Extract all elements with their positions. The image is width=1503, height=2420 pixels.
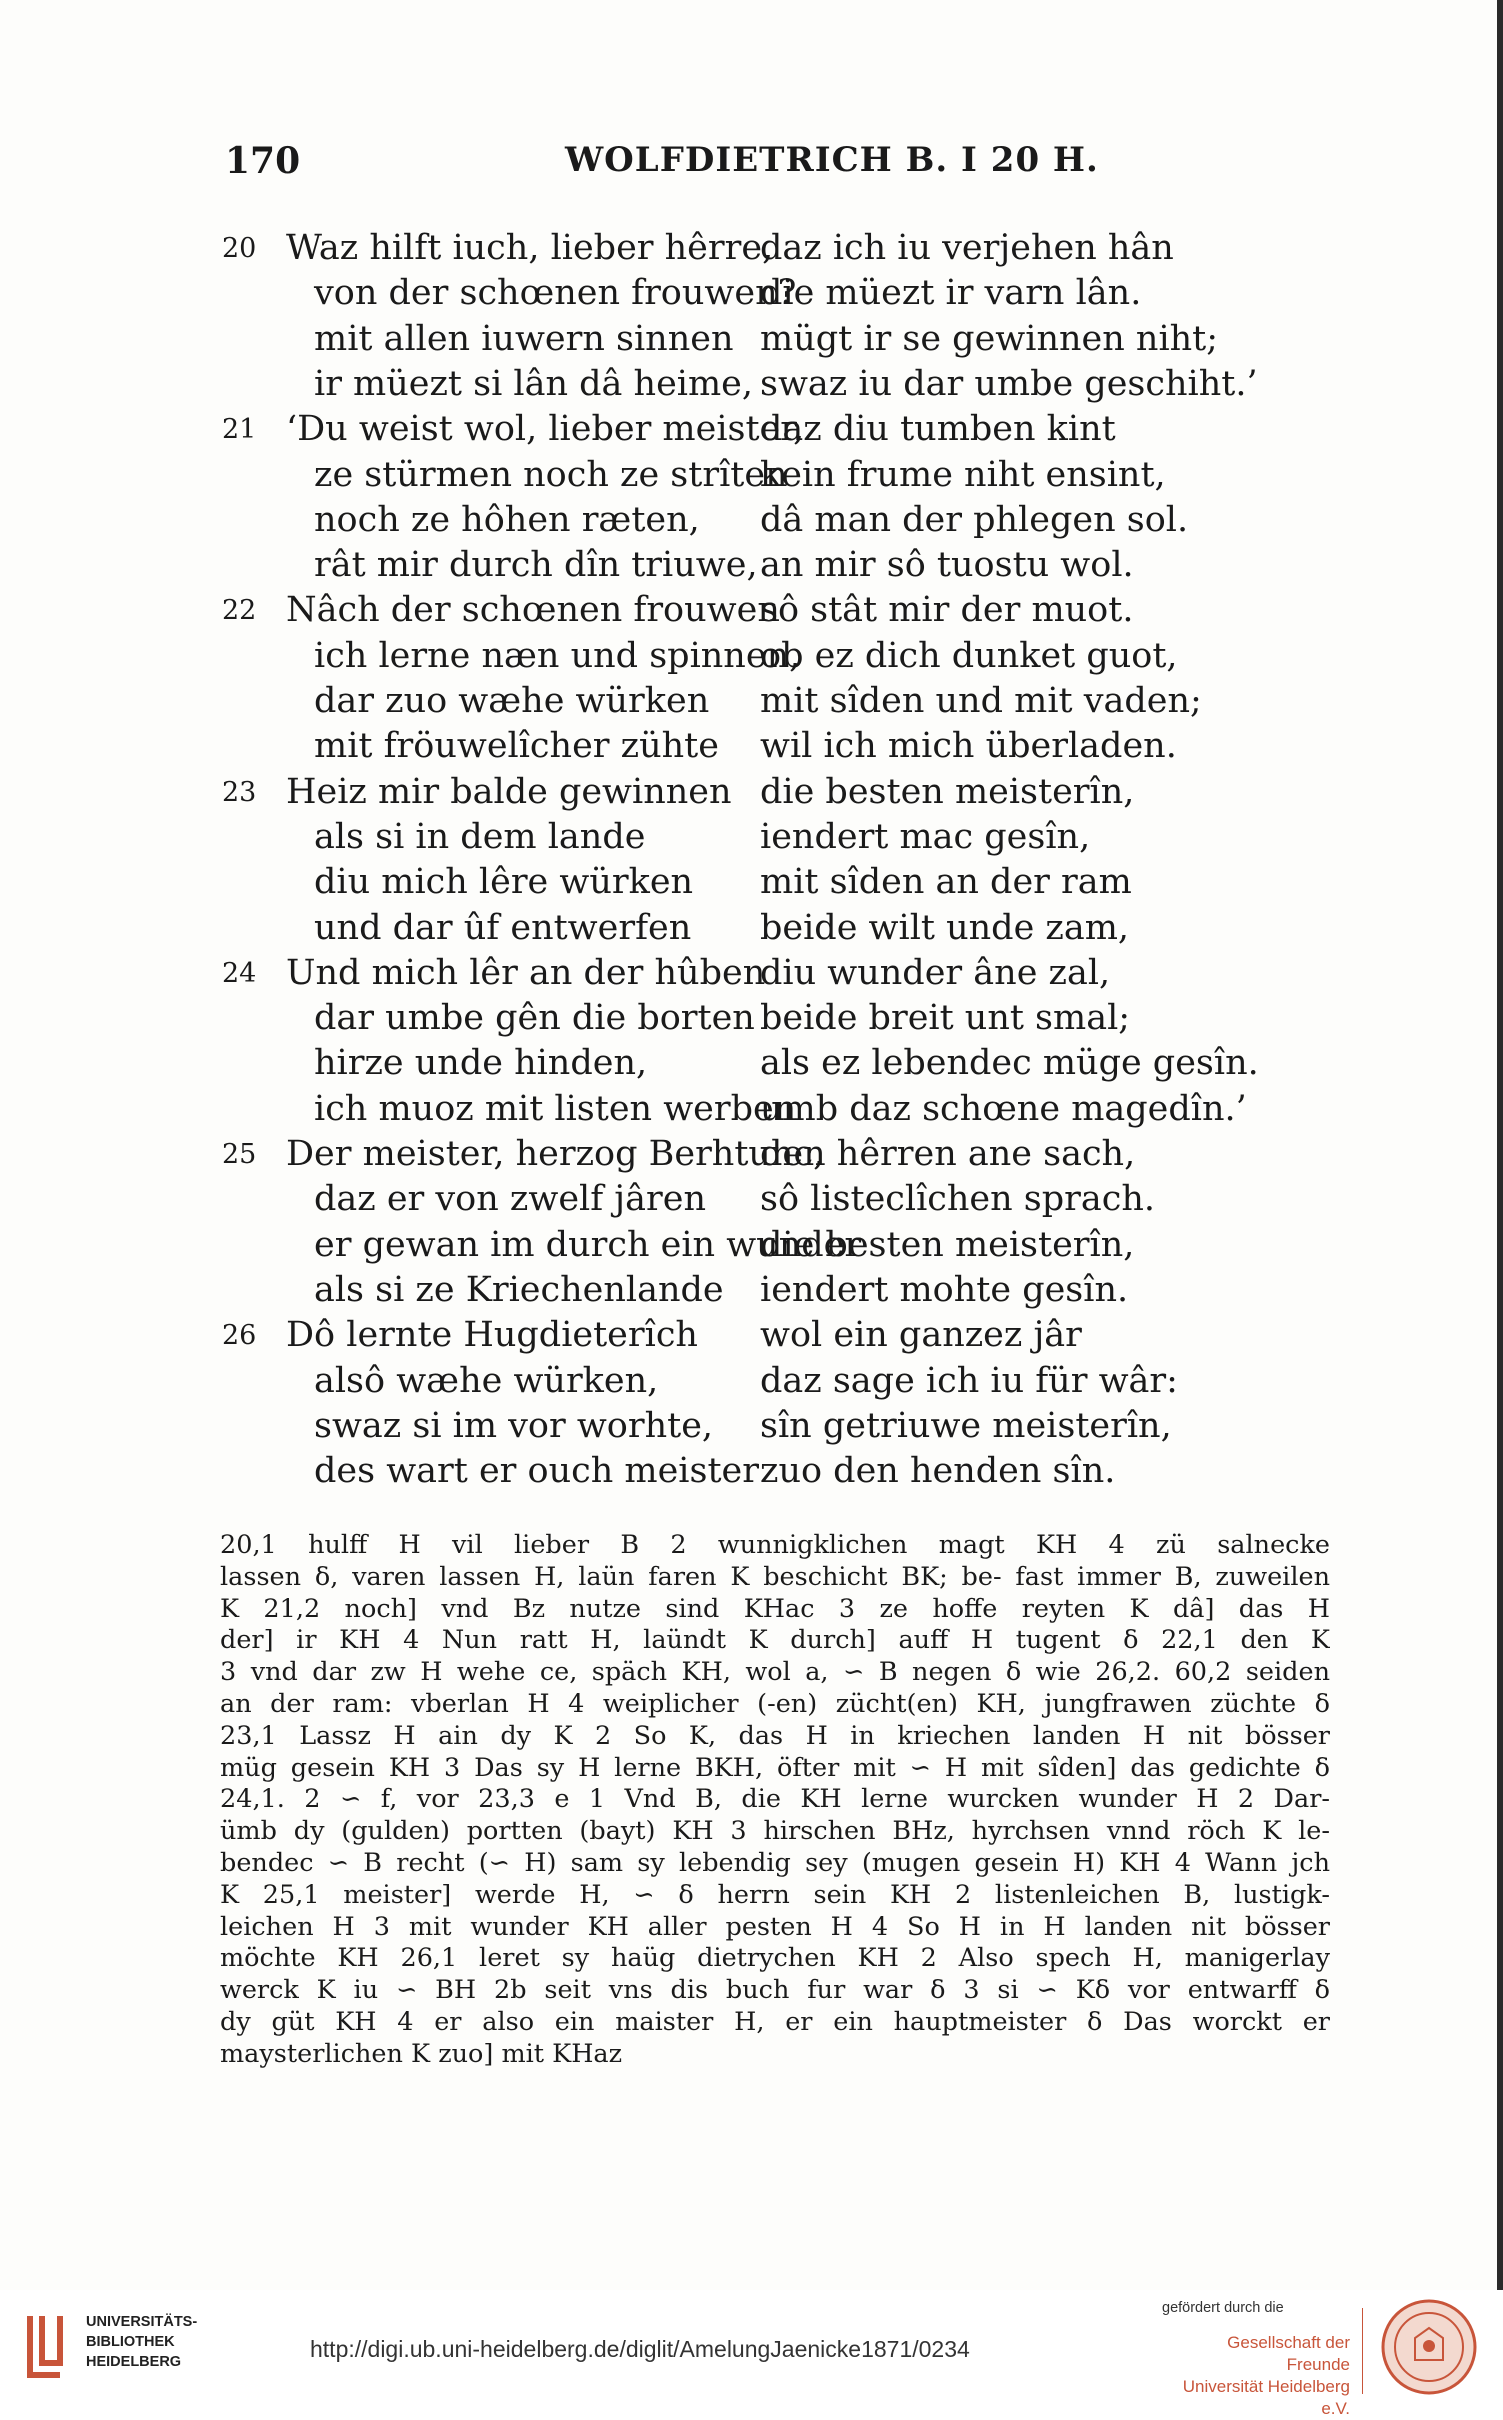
verse-line [0, 543, 1503, 588]
verse-first-half: als si in dem lande [314, 816, 646, 857]
verse-second-half: iendert mac gesîn, [760, 816, 1091, 857]
society-name-line: Universität Heidelberg e.V. [1182, 2377, 1350, 2418]
apparatus-line: leichen H 3 mit wunder KH aller pesten H 4 So H in H landen nit bösser [220, 1911, 1330, 1942]
verse-line [0, 724, 1503, 769]
verse-line [0, 1404, 1503, 1449]
verse-line [0, 317, 1503, 362]
verse-first-half: und dar ûf entwerfen [314, 907, 692, 948]
verse-second-half: beide breit unt smal; [760, 998, 1131, 1039]
verse-first-half: hirze unde hinden, [314, 1043, 648, 1084]
verse-first-half: ‘Du weist wol, lieber meister, [286, 409, 805, 450]
apparatus-line: an der ram: vberlan H 4 weiplicher (-en) zücht(en) KH, jungfrawen züchte δ [220, 1688, 1330, 1719]
verse-second-half: daz ich iu verjehen hân [760, 228, 1174, 268]
verse-first-half: swaz si im vor worhte, [314, 1405, 714, 1446]
apparatus-line: K 21,2 noch] vnd Bz nutze sind KHac 3 ze hoffe reyten K dâ] das H [220, 1593, 1330, 1624]
verse-line [0, 634, 1503, 679]
verse-second-half: mit sîden an der ram [760, 862, 1132, 903]
verse-first-half: noch ze hôhen ræten, [314, 499, 700, 540]
verse-second-half: mügt ir se gewinnen niht; [760, 318, 1219, 359]
verse-line [0, 271, 1503, 316]
library-name [86, 2312, 197, 2372]
verse-line [0, 588, 1503, 633]
verse-line [0, 815, 1503, 860]
verse-line [0, 1268, 1503, 1313]
verse-line [0, 1041, 1503, 1086]
running-title: WOLFDIETRICH B. I 20 H. [565, 140, 1099, 180]
verse-first-half: ich lerne næn und spinnen, [314, 635, 801, 676]
apparatus-line: 20,1 hulff H vil lieber B 2 wunnigklichen magt KH 4 zü salnecke [220, 1530, 1330, 1560]
apparatus-line: K 25,1 meister] werde H, ∽ δ herrn sein KH 2 listenleichen B, lustigk- [220, 1879, 1330, 1910]
verse-line [0, 1313, 1503, 1358]
page-header [225, 140, 1335, 190]
verse-second-half: an mir sô tuostu wol. [760, 545, 1134, 586]
verse-line [0, 407, 1503, 452]
verse-second-half: wil ich mich überladen. [760, 726, 1177, 767]
verse-second-half: zuo den henden sîn. [760, 1451, 1116, 1492]
verse-line [0, 453, 1503, 498]
verse-first-half: von der schœnen frouwen? [314, 273, 797, 314]
verse-second-half: mit sîden und mit vaden; [760, 681, 1202, 721]
stanza-number: 25 [222, 1139, 257, 1170]
verse-first-half: rât mir durch dîn triuwe, [314, 545, 758, 586]
verse-line [0, 1087, 1503, 1132]
footer-divider [1362, 2308, 1363, 2394]
apparatus-line: möchte KH 26,1 leret sy haüg dietrychen KH 2 Also spech H, manigerlay [220, 1943, 1330, 1974]
sponsor-label: gefördert durch die [1162, 2300, 1284, 2316]
apparatus-line: bendec ∽ B recht (∽ H) sam sy lebendig sey (mugen gesein H) KH 4 Wann jch [220, 1847, 1330, 1878]
stanza-number: 22 [222, 595, 257, 627]
verse-first-half: Der meister, herzog Berhtunc, [286, 1134, 825, 1174]
verse-second-half: die besten meisterîn, [760, 1224, 1135, 1265]
verse-first-half: ich muoz mit listen werben [314, 1088, 797, 1129]
verse-second-half: beide wilt unde zam, [760, 907, 1130, 948]
verse-second-half: als ez lebendec müge gesîn. [760, 1043, 1259, 1084]
scan-edge [1497, 0, 1503, 2290]
permalink[interactable]: http://digi.ub.uni-heidelberg.de/diglit/AmelungJaenicke1871/0234 [310, 2336, 970, 2362]
verse-line [0, 226, 1503, 271]
verse-first-half: Waz hilft iuch, lieber hêrre, [286, 228, 774, 268]
verse-first-half: dar zuo wæhe würken [314, 681, 710, 721]
university-library-logo-icon [20, 2308, 72, 2383]
society-name-line: Gesellschaft der Freunde [1227, 2333, 1350, 2374]
apparatus-line: müg gesein KH 3 Das sy H lerne BKH, öfter mit ∽ H mit sîden] das gedichte δ [220, 1752, 1330, 1783]
verse-first-half: ze stürmen noch ze strîten [314, 454, 788, 495]
verse-line [0, 1177, 1503, 1222]
university-seal-icon [1380, 2298, 1478, 2396]
verse-first-half: Nâch der schœnen frouwen [286, 590, 780, 631]
verse-line [0, 906, 1503, 951]
apparatus-line: 24,1. 2 ∽ f, vor 23,3 e 1 Vnd B, die KH lerne wurcken wunder H 2 Dar- [220, 1784, 1330, 1815]
stanza-number: 23 [222, 776, 257, 808]
society-name [1162, 2332, 1350, 2420]
verse-line [0, 498, 1503, 543]
verse-first-half: diu mich lêre würken [314, 862, 694, 903]
verse-second-half: ob ez dich dunket guot, [760, 635, 1178, 676]
library-name-line: BIBLIOTHEK [86, 2334, 175, 2350]
verse-line [0, 1359, 1503, 1404]
verse-second-half: sô stât mir der muot. [760, 590, 1134, 631]
verse-second-half: iendert mohte gesîn. [760, 1269, 1129, 1310]
verse-line [0, 860, 1503, 905]
apparatus-line: der] ir KH 4 Nun ratt H, laündt K durch] auff H tugent δ 22,1 den K [220, 1625, 1330, 1656]
verse-second-half: daz diu tumben kint [760, 409, 1116, 450]
verse-first-half: er gewan im durch ein wunder [314, 1224, 862, 1265]
apparatus-line: ümb dy (gulden) portten (bayt) KH 3 hirschen BHz, hyrchsen vnnd röch K le- [220, 1816, 1330, 1847]
verse-second-half: kein frume niht ensint, [760, 454, 1166, 495]
verse-first-half: mit fröuwelîcher zühte [314, 726, 719, 767]
verse-second-half: sîn getriuwe meisterîn, [760, 1405, 1172, 1446]
library-name-line: UNIVERSITÄTS- [86, 2314, 198, 2330]
page-number: 170 [225, 140, 301, 182]
apparatus-line: lassen δ, varen lassen H, laün faren K beschicht BK; be- fast immer B, zuweilen [220, 1561, 1330, 1592]
verse-line [0, 951, 1503, 996]
apparatus-line: 23,1 Lassz H ain dy K 2 So K, das H in kriechen landen H nit bösser [220, 1720, 1330, 1751]
critical-apparatus [220, 1530, 1330, 2071]
verse-second-half: swaz iu dar umbe geschiht.’ [760, 363, 1258, 404]
verse-line [0, 1132, 1503, 1177]
verse-line [0, 362, 1503, 407]
stanza-number: 20 [222, 233, 257, 264]
verse-second-half: wol ein ganzez jâr [760, 1315, 1082, 1356]
verse-first-half: dar umbe gên die borten [314, 998, 755, 1039]
verse-first-half: als si ze Kriechenlande [314, 1269, 724, 1310]
verse-line [0, 679, 1503, 724]
verse-first-half: ir müezt si lân dâ heime, [314, 363, 754, 404]
verse-second-half: sô listeclîchen sprach. [760, 1179, 1156, 1220]
verse-line [0, 1223, 1503, 1268]
stanza-number: 21 [222, 414, 257, 446]
verse-second-half: umb daz schœne magedîn.’ [760, 1088, 1247, 1129]
verse-first-half: Heiz mir balde gewinnen [286, 771, 732, 812]
verse-first-half: Dô lernte Hugdieterîch [286, 1315, 698, 1356]
library-name-line: HEIDELBERG [86, 2354, 182, 2370]
verse-second-half: die müezt ir varn lân. [760, 273, 1142, 314]
verse-first-half: mit allen iuwern sinnen [314, 318, 734, 359]
verse-second-half: den hêrren ane sach, [760, 1134, 1136, 1174]
verse-first-half: des wart er ouch meister [314, 1451, 759, 1492]
verse-first-half: Und mich lêr an der hûben [286, 952, 766, 993]
verse-first-half: daz er von zwelf jâren [314, 1179, 707, 1220]
verse-line [0, 770, 1503, 815]
verse-second-half: daz sage ich iu für wâr: [760, 1360, 1178, 1401]
apparatus-line: dy güt KH 4 er also ein maister H, er ein hauptmeister δ Das worckt er [220, 2006, 1330, 2037]
verse-line [0, 996, 1503, 1041]
verse-second-half: die besten meisterîn, [760, 771, 1135, 812]
apparatus-line: maysterlichen K zuo] mit KHaz [220, 2038, 623, 2069]
verse-second-half: dâ man der phlegen sol. [760, 499, 1189, 540]
stanza-number: 24 [222, 957, 257, 989]
verse-line [0, 1449, 1503, 1494]
stanza-number: 26 [222, 1320, 257, 1352]
apparatus-line: 3 vnd dar zw H wehe ce, späch KH, wol a, ∽ B negen δ wie 26,2. 60,2 seiden [220, 1657, 1330, 1688]
verse-first-half: alsô wæhe würken, [314, 1360, 659, 1401]
verse-second-half: diu wunder âne zal, [760, 952, 1111, 993]
apparatus-line: werck K iu ∽ BH 2b seit vns dis buch fur war δ 3 si ∽ Kδ vor entwarff δ [220, 1975, 1330, 2006]
viewer-footer [0, 2290, 1503, 2418]
